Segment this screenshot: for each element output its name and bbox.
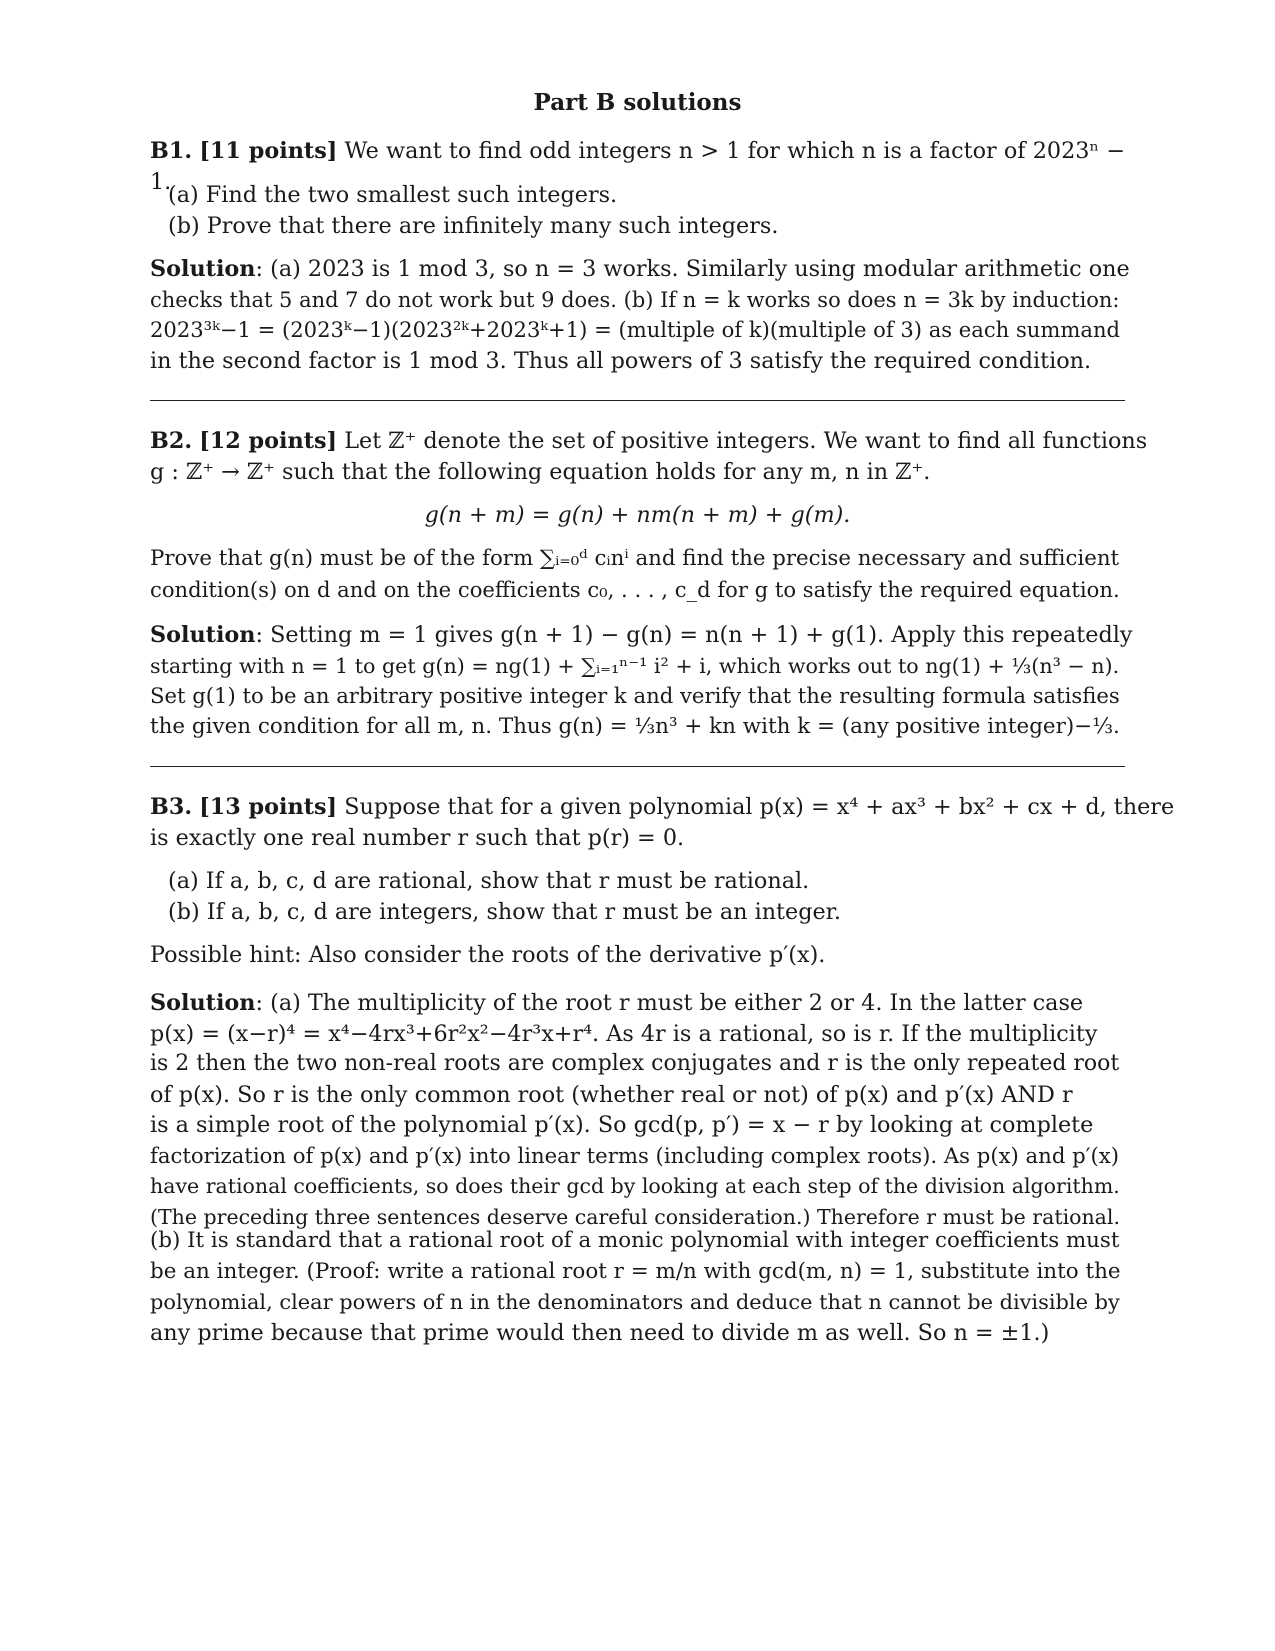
- b2-solution-label: Solution: [150, 622, 256, 648]
- b3-points: [13 points]: [199, 794, 338, 820]
- b1-solution-line-2: checks that 5 and 7 do not work but 9 does. (b) If n = k works so does n = 3k by induction:: [150, 287, 1120, 312]
- b1-solution: [150, 254, 1130, 376]
- b3-solution-line-1: : (a) The multiplicity of the root r must be either 2 or 4. In the latter case: [255, 990, 1084, 1016]
- b1-solution-line-3: 2023³ᵏ−1 = (2023ᵏ−1)(2023²ᵏ+2023ᵏ+1) = (multiple of k)(multiple of 3) as each summand: [150, 317, 1121, 342]
- b3-solution-line-6: factorization of p(x) and p′(x) into linear terms (including complex roots). As p(x) and p′(x): [150, 1142, 1119, 1168]
- b3-part-a: (a) If a, b, c, d are rational, show that r must be rational.: [168, 868, 810, 894]
- b3-solution-line-4: of p(x). So r is the only common root (whether real or not) of p(x) and p′(x) AND r: [150, 1081, 1073, 1108]
- b3-hint: Possible hint: Also consider the roots of the derivative p′(x).: [150, 942, 826, 968]
- b2-intro-line-2: g : ℤ⁺ → ℤ⁺ such that the following equation holds for any m, n in ℤ⁺.: [150, 458, 931, 485]
- b3-label: B3.: [150, 794, 193, 820]
- b2-points: [12 points]: [199, 428, 338, 454]
- b3-solution-line-2: p(x) = (x−r)⁴ = x⁴−4rx³+6r²x²−4r³x+r⁴. As 4r is a rational, so is r. If the multiplicity: [150, 1020, 1098, 1047]
- b2-solution-line-4: the given condition for all m, n. Thus g(n) = ⅓n³ + kn with k = (any positive integer)−⅓.: [150, 713, 1120, 739]
- b1-parts: [168, 180, 1118, 241]
- b1-intro-text: We want to find odd integers n > 1 for which n is a factor of 2023ⁿ − 1.: [150, 138, 1125, 195]
- b2-label: B2.: [150, 428, 193, 454]
- b2-solution-line-2: starting with n = 1 to get g(n) = ng(1) + ∑ᵢ₌₁ⁿ⁻¹ i² + i, which works out to ng(1) + ⅓(n³ − n).: [150, 653, 1120, 678]
- b2-prove-line-1: Prove that g(n) must be of the form ∑ᵢ₌₀ᵈ cᵢnⁱ and find the precise necessary and sufficient: [150, 546, 1120, 571]
- b2-prove: [150, 544, 1125, 605]
- b3-part-b: (b) If a, b, c, d are integers, show that r must be an integer.: [168, 898, 841, 925]
- section-divider: [150, 766, 1125, 767]
- b3-solution-label: Solution: [150, 990, 256, 1016]
- b1-label: B1.: [150, 138, 193, 164]
- b3-part-b-line-3: polynomial, clear powers of n in the denominators and deduce that n cannot be divisible by: [150, 1290, 1120, 1314]
- b2-solution-line-3: Set g(1) to be an arbitrary positive integer k and verify that the resulting formula satisfies: [150, 683, 1120, 708]
- b3-intro-line-2: is exactly one real number r such that p(r) = 0.: [150, 824, 685, 851]
- b3-solution: [150, 988, 1125, 1232]
- b2-intro-line-1: Let ℤ⁺ denote the set of positive integers. We want to find all functions: [344, 428, 1148, 454]
- b2-equation: g(n + m) = g(n) + nm(n + m) + g(m).: [424, 502, 851, 528]
- section-divider: [150, 400, 1125, 401]
- b3-intro-line-1: Suppose that for a given polynomial p(x) = x⁴ + ax³ + bx² + cx + d, there: [344, 794, 1175, 820]
- b3-intro: [150, 792, 1175, 853]
- b1-solution-line-4: in the second factor is 1 mod 3. Thus all powers of 3 satisfy the required condition.: [150, 347, 1092, 374]
- b1-solution-label: Solution: [150, 256, 256, 282]
- b1-points: [11 points]: [199, 138, 338, 164]
- b3-part-b-line-1: (b) It is standard that a rational root of a monic polynomial with integer coefficients must: [150, 1228, 1120, 1253]
- page-title: Part B solutions: [533, 89, 742, 116]
- b3-part-b-line-4: any prime because that prime would then need to divide m as well. So n = ±1.): [150, 1319, 1050, 1346]
- b2-intro: [150, 426, 1148, 487]
- b3-parts: [168, 866, 1118, 927]
- b1-solution-line-1: : (a) 2023 is 1 mod 3, so n = 3 works. Similarly using modular arithmetic one: [255, 256, 1130, 282]
- b1-part-a: (a) Find the two smallest such integers.: [168, 182, 618, 208]
- b2-solution: [150, 620, 1133, 742]
- b3-solution-line-8: (The preceding three sentences deserve careful consideration.) Therefore r must be rational.: [150, 1204, 1120, 1229]
- b3-part-b-solution: [150, 1226, 1125, 1348]
- b3-solution-line-7: have rational coefficients, so does their gcd by looking at each step of the division algorithm.: [150, 1174, 1120, 1198]
- b2-solution-line-1: : Setting m = 1 gives g(n + 1) − g(n) = n(n + 1) + g(1). Apply this repeatedly: [255, 622, 1133, 648]
- b3-solution-line-5: is a simple root of the polynomial p′(x). So gcd(p, p′) = x − r by looking at complete: [150, 1112, 1094, 1138]
- b1-part-b: (b) Prove that there are infinitely many such integers.: [168, 212, 779, 239]
- b3-part-b-line-2: be an integer. (Proof: write a rational root r = m/n with gcd(m, n) = 1, substitute into the: [150, 1258, 1121, 1284]
- b2-prove-line-2: condition(s) on d and on the coefficients c₀, . . . , c_d for g to satisfy the required equation.: [150, 576, 1120, 602]
- b3-solution-line-3: is 2 then the two non-real roots are complex conjugates and r is the only repeated root: [150, 1051, 1120, 1076]
